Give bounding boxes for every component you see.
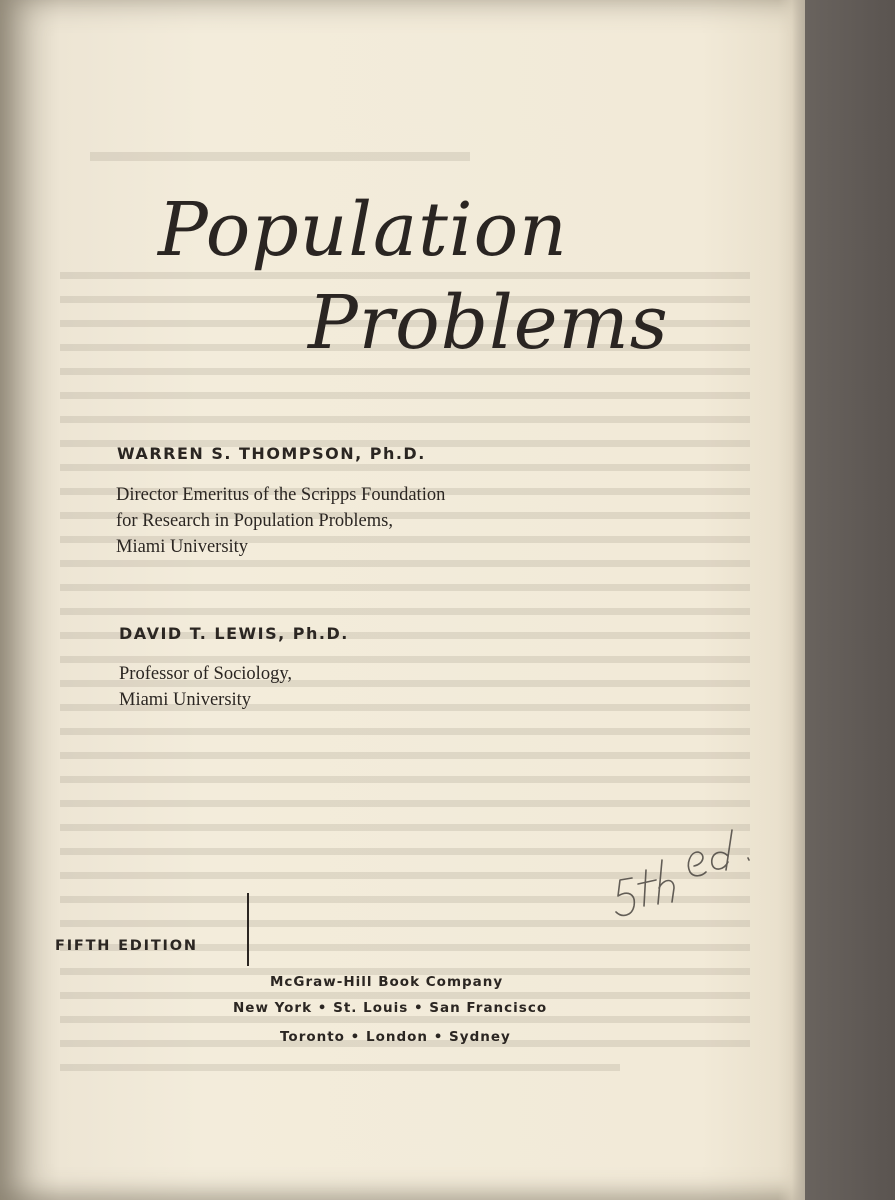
book-title-line-1: Population	[158, 187, 568, 273]
author-name-2: DAVID T. LEWIS, Ph.D.	[119, 624, 349, 643]
affiliation-line: Professor of Sociology,	[119, 664, 292, 684]
author-affiliation-1	[116, 482, 445, 560]
handwritten-edition-note	[610, 820, 780, 930]
divider-rule	[247, 893, 249, 966]
book-title-line-2: Problems	[308, 280, 669, 366]
affiliation-line: Director Emeritus of the Scripps Foundation	[116, 485, 446, 505]
affiliation-line: Miami University	[116, 537, 249, 557]
edition-label: FIFTH EDITION	[55, 938, 198, 954]
publisher-name: McGraw-Hill Book Company	[270, 974, 504, 990]
affiliation-line: for Research in Population Problems,	[116, 511, 393, 531]
author-affiliation-2	[119, 661, 292, 713]
author-name-1: WARREN S. THOMPSON, Ph.D.	[117, 444, 426, 463]
affiliation-line: Miami University	[119, 690, 252, 710]
publisher-cities-2: Toronto • London • Sydney	[280, 1029, 511, 1045]
page-edge	[778, 0, 805, 1200]
publisher-cities-1: New York • St. Louis • San Francisco	[233, 1000, 548, 1016]
